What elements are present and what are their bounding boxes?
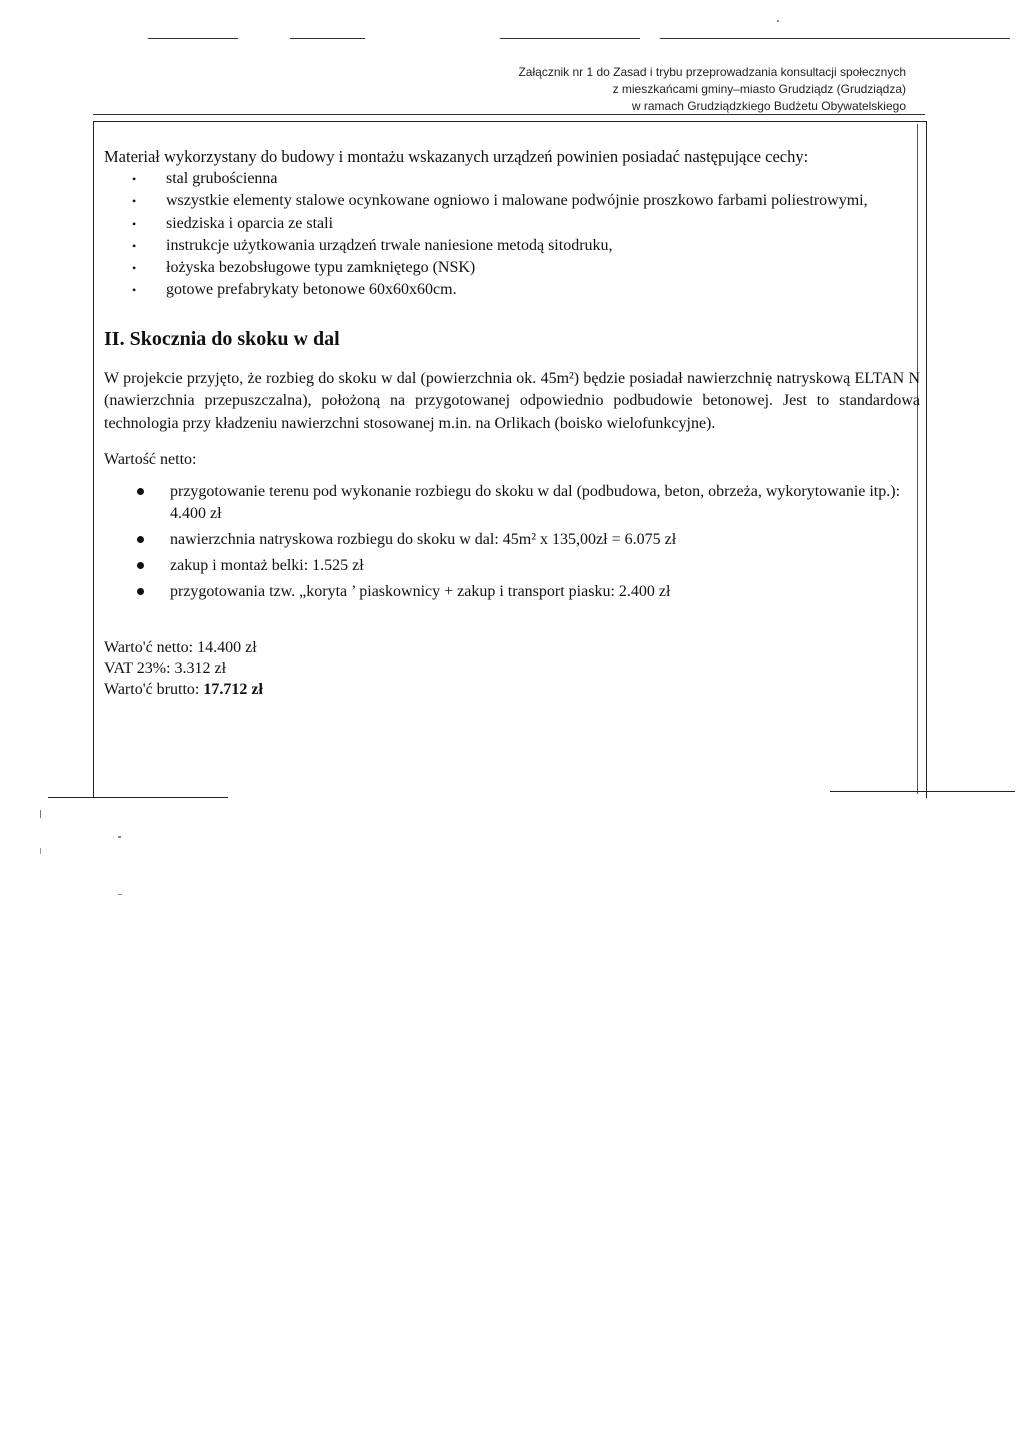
bullet-icon: • (132, 216, 137, 231)
net-value-label: Wartość netto: (104, 451, 197, 468)
cost-item-text: zakup i montaż belki: 1.525 zł (170, 557, 364, 574)
bullet-icon: • (132, 238, 137, 253)
cost-item-text: przygotowanie terenu pod wykonanie rozbiegu do skoku w dal (podbudowa, beton, obrzeża, wykorytowanie itp.): 4.400 zł (170, 483, 901, 522)
total-vat: VAT 23%: 3.312 zł (104, 660, 227, 677)
materials-list (104, 168, 920, 302)
list-item (104, 279, 920, 301)
top-rule-3 (500, 38, 640, 39)
list-item-text: stal grubościenna (166, 170, 278, 187)
bullet-icon: • (132, 283, 137, 298)
header-underline (93, 114, 925, 115)
section-paragraph: W projekcie przyjęto, że rozbieg do skoku w dal (powierzchnia ok. 45m²) będzie posiadał nawierzchnię natryskową ELTAN N (nawierzchnia przepuszczalna), położoną na przygotowanej odpowiednio podbudowie betonowej. Jest to standardowa technologia przy kładzeniu nawierzchni stosowanej m.in. na Orlikach (boisko wielofunkcyjne). (104, 369, 920, 432)
list-item (104, 235, 920, 257)
cost-list (104, 481, 920, 603)
header-line-3: w ramach Grudziądzkiego Budżetu Obywatelskiego (631, 99, 906, 113)
list-item-text: wszystkie elementy stalowe ocynkowane ogniowo i malowane podwójnie proszkowo farbami poliestrowymi, (166, 192, 868, 210)
list-item (104, 529, 920, 551)
bullet-icon: • (132, 172, 137, 186)
top-rule-2 (290, 38, 365, 39)
bullet-icon: • (132, 261, 137, 276)
list-item-text: siedziska i oparcia ze stali (166, 214, 334, 232)
document-header (300, 64, 906, 115)
bullet-icon (137, 536, 144, 543)
scan-mark (118, 894, 122, 895)
header-line-1: Załącznik nr 1 do Zasad i trybu przeprowadzania konsultacji społecznych (518, 65, 906, 79)
top-rule-4 (660, 38, 1010, 39)
list-item-text: instrukcje użytkowania urządzeń trwale naniesione metodą sitodruku, (166, 236, 613, 254)
list-item (104, 257, 920, 279)
list-item (104, 213, 920, 235)
list-item-text: gotowe prefabrykaty betonowe 60x60x60cm. (166, 281, 457, 299)
bullet-icon (137, 488, 144, 495)
bottom-rule-left (48, 797, 228, 798)
document-body (104, 146, 920, 700)
top-rule-1 (148, 38, 238, 39)
list-item-text: łożyska bezobsługowe typu zamkniętego (NSK) (166, 259, 476, 277)
total-gross-label: Warto'ć brutto: (104, 681, 204, 698)
section-title: II. Skocznia do skoku w dal (104, 327, 340, 350)
list-item (104, 581, 920, 603)
list-item (104, 190, 920, 212)
total-net: Warto'ć netto: 14.400 zł (104, 639, 257, 656)
scan-mark (777, 20, 779, 22)
bullet-icon (137, 588, 144, 595)
bullet-icon (137, 562, 144, 569)
bullet-icon: • (132, 194, 137, 209)
cost-item-text: nawierzchnia natryskowa rozbiegu do skoku w dal: 45m² x 135,00zł = 6.075 zł (170, 531, 677, 548)
bottom-rule-right (830, 791, 1015, 792)
total-gross-value: 17.712 zł (203, 681, 263, 698)
list-item (104, 168, 920, 190)
totals-block (104, 637, 920, 700)
scan-mark (40, 848, 41, 854)
list-item (104, 555, 920, 577)
scan-mark (118, 836, 121, 838)
header-line-2: z mieszkańcami gminy–miasto Grudziądz (Grudziądza) (612, 82, 906, 96)
total-gross (104, 679, 920, 700)
cost-item-text: przygotowania tzw. „koryta ’ piaskownicy + zakup i transport piasku: 2.400 zł (170, 583, 671, 600)
scan-mark (40, 810, 41, 818)
materials-intro: Materiał wykorzystany do budowy i montażu wskazanych urządzeń powinien posiadać następujące cechy: (104, 147, 809, 166)
list-item (104, 481, 920, 525)
